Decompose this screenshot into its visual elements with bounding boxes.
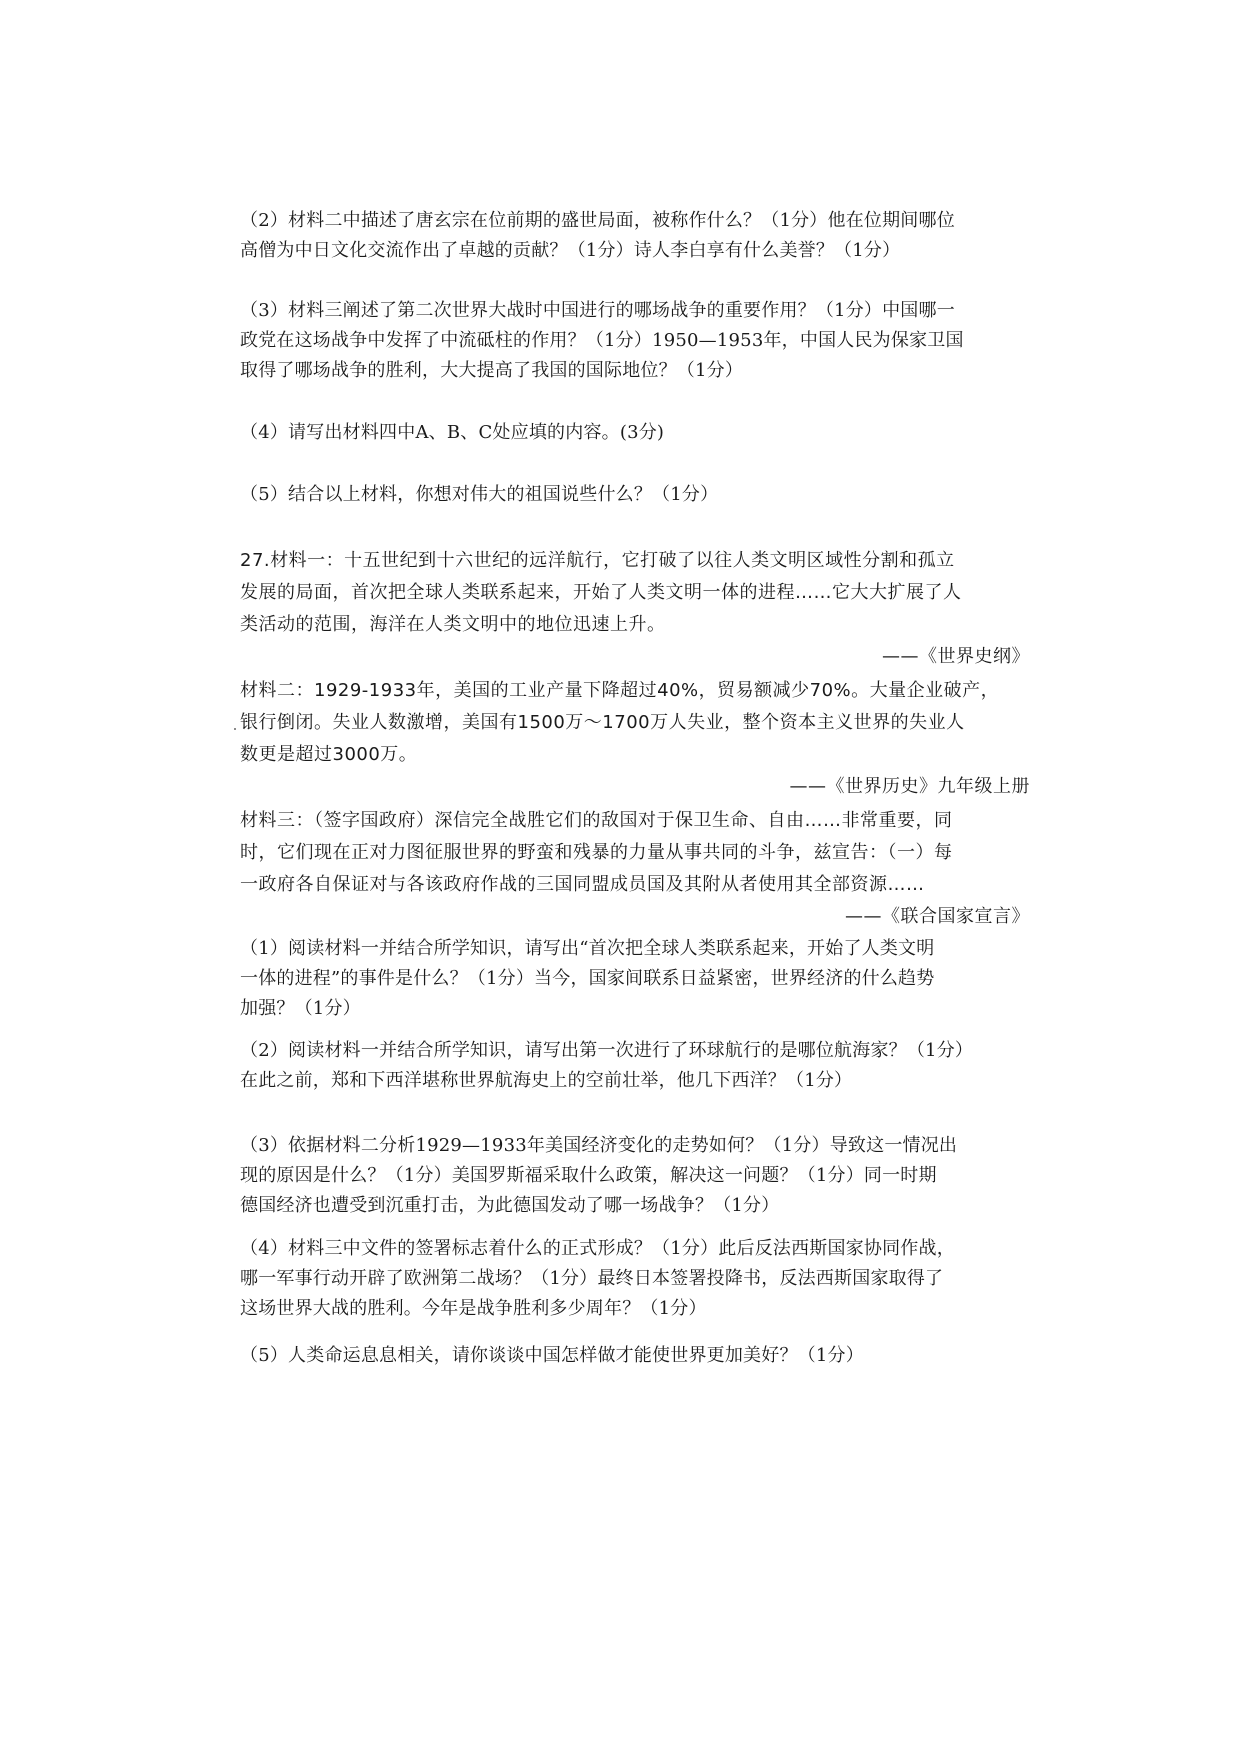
- q27-material2-line3: 数更是超过3000万。: [240, 744, 418, 765]
- q26-part5: [240, 480, 1030, 510]
- q27-part1-line2: 一体的进程”的事件是什么？（1分）当今，国家间联系日益紧密，世界经济的什么趋势: [240, 968, 935, 989]
- q26-part2: [240, 206, 1030, 266]
- q26-part4-line1: （4）请写出材料四中A、B、C处应填的内容。(3分): [240, 422, 665, 443]
- q27-part5: [240, 1341, 1030, 1371]
- q27-part4-line3: 这场世界大战的胜利。今年是战争胜利多少周年？（1分）: [240, 1298, 707, 1319]
- q27-material2: [240, 675, 1030, 803]
- q27-part3-line1: （3）依据材料二分析1929—1933年美国经济变化的走势如何？（1分）导致这一情况出: [240, 1135, 958, 1156]
- q27-material1: [240, 545, 1030, 673]
- q27-part4: [240, 1234, 1030, 1324]
- q26-part3-line1: （3）材料三阐述了第二次世界大战时中国进行的哪场战争的重要作用？（1分）中国哪一: [240, 300, 955, 321]
- q27-part2-line1: （2）阅读材料一并结合所学知识，请写出第一次进行了环球航行的是哪位航海家？（1分）: [240, 1040, 974, 1061]
- q27-part1-line1: （1）阅读材料一并结合所学知识，请写出“首次把全球人类联系起来，开始了人类文明: [240, 938, 935, 959]
- q26-part5-line1: （5）结合以上材料，你想对伟大的祖国说些什么？（1分）: [240, 484, 719, 505]
- q26-part3: [240, 296, 1030, 386]
- q27-material3-line3: 一政府各自保证对与各该政府作战的三国同盟成员国及其附从者使用其全部资源……: [240, 874, 925, 895]
- q26-part2-line2: 高僧为中日文化交流作出了卓越的贡献？（1分）诗人李白享有什么美誉？（1分）: [240, 240, 901, 261]
- q27-material2-line1: 材料二：1929-1933年，美国的工业产量下降超过40%，贸易额减少70%。大量企业破产，: [240, 680, 1000, 701]
- q26-part2-line1: （2）材料二中描述了唐玄宗在位前期的盛世局面，被称作什么？（1分）他在位期间哪位: [240, 210, 955, 231]
- q27-part1: [240, 934, 1030, 1024]
- q27-part4-line1: （4）材料三中文件的签署标志着什么的正式形成？（1分）此后反法西斯国家协同作战，: [240, 1238, 955, 1259]
- q27-material2-source: ——《世界历史》九年级上册: [789, 776, 1030, 797]
- q27-material1-source: ——《世界史纲》: [882, 646, 1030, 667]
- q26-part3-line3: 取得了哪场战争的胜利，大大提高了我国的国际地位？（1分）: [240, 360, 744, 381]
- q27-part2: [240, 1036, 1030, 1096]
- q27-material1-line3: 类活动的范围，海洋在人类文明中的地位迅速上升。: [240, 614, 666, 635]
- q27-material2-line2: 银行倒闭。失业人数激增，美国有1500万～1700万人失业，整个资本主义世界的失业人: [240, 712, 965, 733]
- q26-part3-line2: 政党在这场战争中发挥了中流砥柱的作用？（1分）1950—1953年，中国人民为保家卫国: [240, 330, 964, 351]
- q27-material3-line1: 材料三：（签字国政府）深信完全战胜它们的敌国对于保卫生命、自由……非常重要，同: [240, 810, 953, 831]
- q27-part3-line2: 现的原因是什么？（1分）美国罗斯福采取什么政策，解决这一问题？（1分）同一时期: [240, 1165, 937, 1186]
- q27-part3-line3: 德国经济也遭受到沉重打击，为此德国发动了哪一场战争？（1分）: [240, 1195, 780, 1216]
- q27-part4-line2: 哪一军事行动开辟了欧洲第二战场？（1分）最终日本签署投降书，反法西斯国家取得了: [240, 1268, 944, 1289]
- q27-material3-line2: 时，它们现在正对力图征服世界的野蛮和残暴的力量从事共同的斗争，兹宣告：（一）每: [240, 842, 953, 863]
- q26-part4: [240, 418, 1030, 448]
- q27-part5-line1: （5）人类命运息息相关，请你谈谈中国怎样做才能使世界更加美好？（1分）: [240, 1345, 864, 1366]
- q27-material1-line2: 发展的局面，首次把全球人类联系起来，开始了人类文明一体的进程……它大大扩展了人: [240, 582, 962, 603]
- scan-speck: [234, 728, 236, 730]
- q27-part1-line3: 加强？（1分）: [240, 998, 361, 1019]
- q27-material3-source: ——《联合国家宣言》: [845, 906, 1030, 927]
- q27-material1-line1: 27.材料一：十五世纪到十六世纪的远洋航行，它打破了以往人类文明区域性分割和孤立: [240, 550, 955, 571]
- q27-part3: [240, 1131, 1030, 1221]
- q27-part2-line2: 在此之前，郑和下西洋堪称世界航海史上的空前壮举，他几下西洋？（1分）: [240, 1070, 853, 1091]
- q27-material3: [240, 805, 1030, 933]
